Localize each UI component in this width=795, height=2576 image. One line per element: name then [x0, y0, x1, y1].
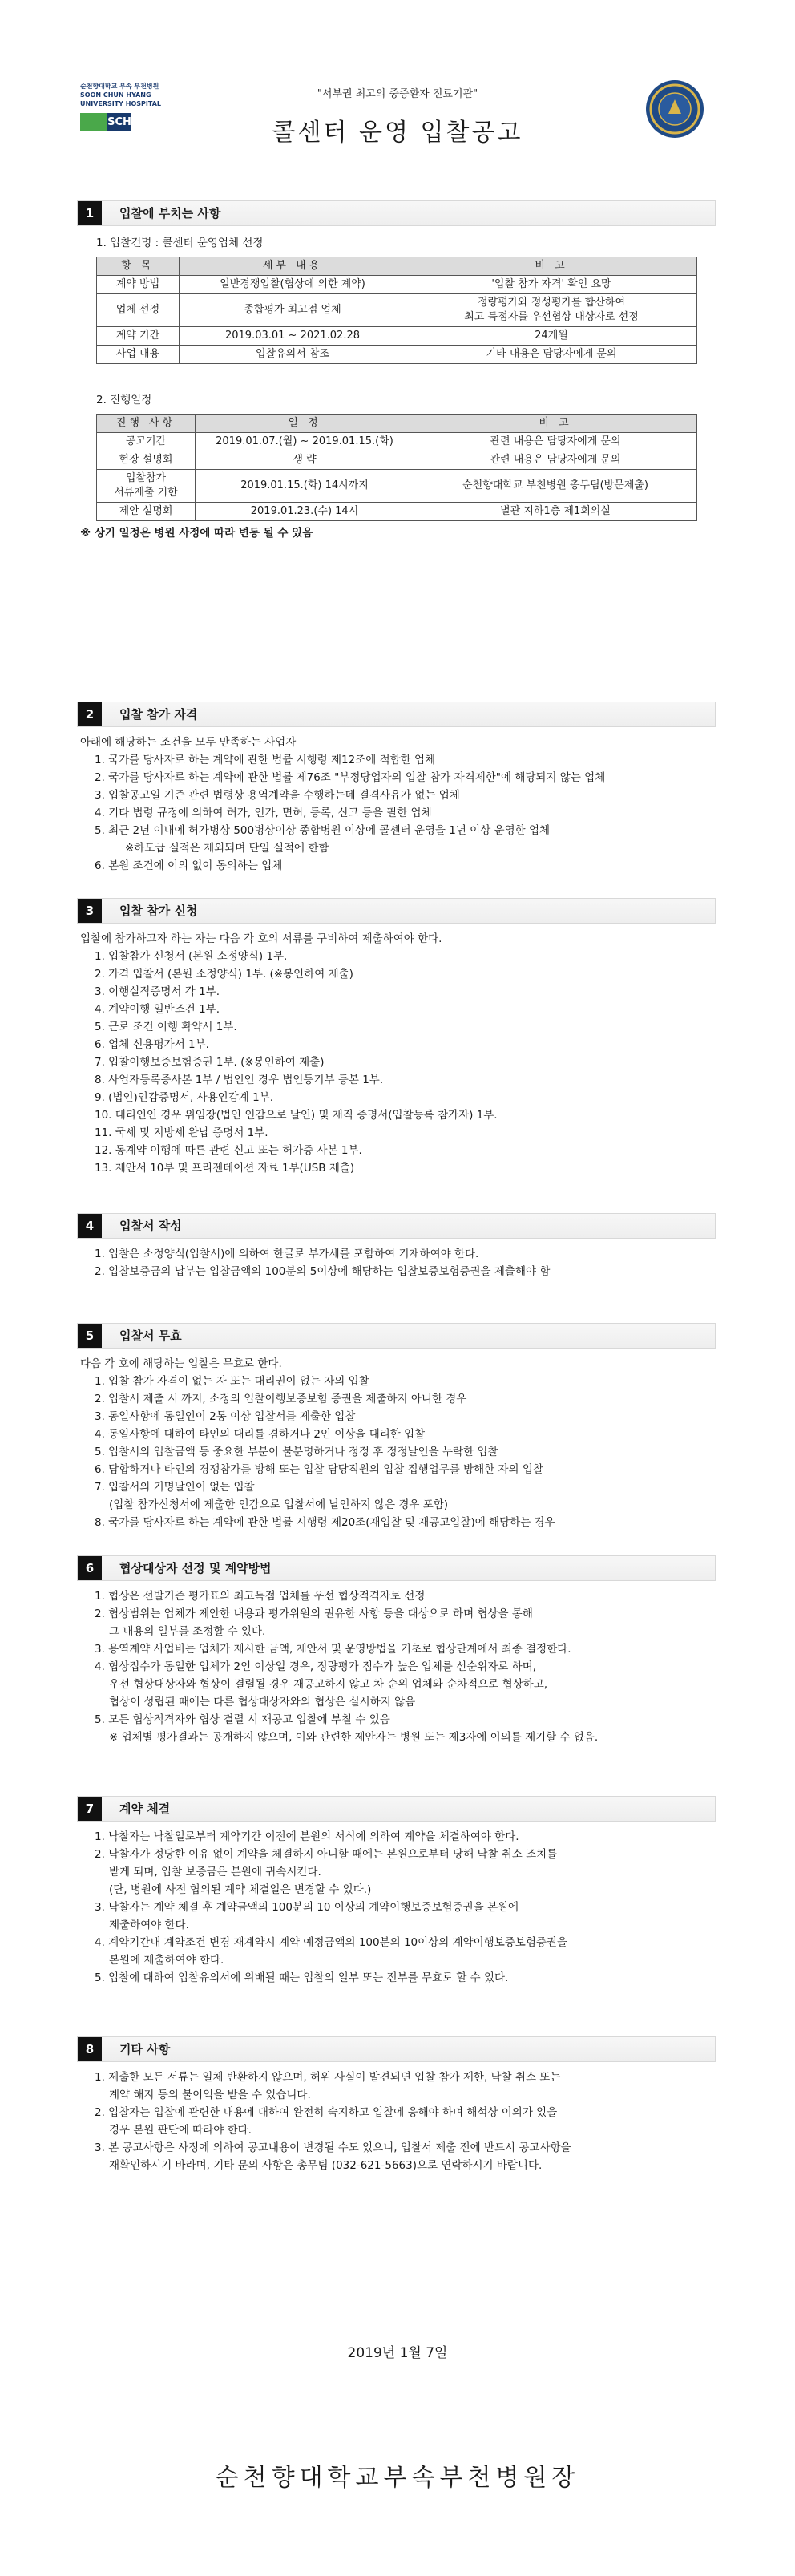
list-item: 3. 용역계약 사업비는 업체가 제시한 금액, 제안서 및 운영방법을 기초로 협상단계에서 최종 결정한다. [95, 1643, 571, 1656]
section-header [77, 1796, 716, 1822]
list-item-continuation: 제출하여야 한다. [109, 1919, 189, 1931]
list-item-continuation: (단, 병원에 사전 협의된 계약 체결일은 변경할 수 있다.) [109, 1883, 372, 1896]
section-title: 입찰 참가 신청 [119, 904, 198, 918]
section-number: 5 [78, 1324, 102, 1348]
list-item-continuation: 계약 해지 등의 불이익을 받을 수 있습니다. [109, 2089, 311, 2101]
table-cell: 업체 선정 [97, 294, 180, 327]
section-number: 8 [78, 2037, 102, 2061]
list-item: 9. (법인)인감증명서, 사용인감계 1부. [95, 1091, 273, 1104]
list-item-continuation: 그 내용의 일부를 조정할 수 있다. [109, 1625, 266, 1638]
list-item: 4. 동일사항에 대하여 타인의 대리를 겸하거나 2인 이상을 대리한 입찰 [95, 1428, 426, 1441]
list-item: 6. 본원 조건에 이의 없이 동의하는 업체 [95, 859, 283, 872]
list-item-note: ※ 업체별 평가결과는 공개하지 않으며, 이와 관련한 제안자는 병원 또는 제3자에 이의를 제기할 수 없음. [109, 1731, 599, 1744]
list-item: 4. 협상접수가 동일한 업체가 2인 이상일 경우, 정량평가 점수가 높은 업체를 선순위자로 하며, [95, 1660, 537, 1673]
misc-list [80, 2068, 713, 2174]
section-title: 협상대상자 선정 및 계약방법 [119, 1561, 272, 1575]
table-cell: 입찰참가 서류제출 기한 [97, 470, 196, 503]
logo-text-english-1: SOON CHUN HYANG [80, 91, 151, 99]
list-item: 1. 협상은 선발기준 평가표의 최고득점 업체를 우선 협상적격자로 선정 [95, 1590, 426, 1603]
section-title: 입찰에 부치는 사항 [119, 206, 221, 220]
table-row [97, 451, 697, 470]
list-item: 5. 입찰서의 입찰금액 등 중요한 부분이 불분명하거나 정정 후 정정날인을 누락한 입찰 [95, 1446, 498, 1458]
section-number: 6 [78, 1556, 102, 1580]
list-item-continuation: 본원에 제출하여야 한다. [109, 1954, 224, 1967]
table-cell: 제안 설명회 [97, 503, 196, 521]
list-item-continuation: 재확인하시기 바라며, 기타 문의 사항은 총무팀 (032-621-5663)으로 연락하시기 바랍니다. [109, 2159, 543, 2172]
section-number: 7 [78, 1797, 102, 1821]
bid-name: 1. 입찰건명 : 콜센터 운영업체 선정 [96, 237, 264, 249]
list-item: 5. 입찰에 대하여 입찰유의서에 위배될 때는 입찰의 일부 또는 전부를 무효로 할 수 있다. [95, 1971, 509, 1984]
list-item: 5. 근로 조건 이행 확약서 1부. [95, 1021, 237, 1033]
section-number: 1 [78, 201, 102, 225]
list-item: 1. 제출한 모든 서류는 일체 반환하지 않으며, 허위 사실이 발견되면 입찰 참가 제한, 낙찰 취소 또는 [95, 2071, 561, 2084]
column-header: 비 고 [414, 415, 697, 433]
table-row [97, 470, 697, 503]
section-3 [80, 898, 713, 1177]
table-cell: '입찰 참가 자격' 확인 요망 [406, 276, 697, 294]
sch-mark-text: SCH [107, 113, 131, 131]
list-item: 13. 제안서 10부 및 프리젠테이션 자료 1부(USB 제출) [95, 1162, 355, 1175]
list-item: 12. 동계약 이행에 따른 관련 신고 또는 허가증 사본 1부. [95, 1144, 362, 1157]
section-header [77, 1555, 716, 1581]
table-header-row [97, 257, 697, 276]
table-row [97, 433, 697, 451]
section-title: 기타 사항 [119, 2042, 171, 2056]
list-item: 5. 최근 2년 이내에 허가병상 500병상이상 종합병원 이상에 콜센터 운영을 1년 이상 운영한 업체 [95, 824, 551, 837]
section-header [77, 898, 716, 924]
section-header [77, 2036, 716, 2062]
section-header [77, 200, 716, 226]
table-cell: 입찰유의서 참조 [180, 346, 406, 364]
table-cell: 2019.01.15.(화) 14시까지 [196, 470, 414, 503]
list-item: 4. 기타 법령 규정에 의하여 허가, 인가, 면허, 등록, 신고 등을 필한 업체 [95, 807, 432, 819]
bid-writing-list [80, 1245, 713, 1280]
section-number: 2 [78, 702, 102, 726]
table-cell: 계약 방법 [97, 276, 180, 294]
notice-date: 2019년 1월 7일 [347, 2345, 448, 2361]
contract-list [80, 1828, 713, 1987]
list-item-continuation: 경우 본원 판단에 따라야 한다. [109, 2124, 252, 2137]
schedule-note: ※ 상기 일정은 병원 사정에 따라 변동 될 수 있음 [80, 527, 313, 540]
table-cell: 별관 지하1층 제1회의실 [414, 503, 697, 521]
column-header: 비 고 [406, 257, 697, 276]
motto: "서부권 최고의 중증환자 진료기관" [317, 88, 478, 100]
section-intro: 입찰에 참가하고자 하는 자는 다음 각 호의 서류를 구비하여 제출하여야 한다. [80, 932, 442, 945]
list-item: 1. 입찰참가 신청서 (본원 소정양식) 1부. [95, 950, 288, 963]
list-item: 2. 국가를 당사자로 하는 계약에 관한 법률 제76조 "부정당업자의 입찰 참가 자격제한"에 해당되지 않는 업체 [95, 771, 606, 784]
section-intro: 아래에 해당하는 조건을 모두 만족하는 사업자 [80, 736, 297, 749]
table-row [97, 327, 697, 346]
application-docs-list [80, 948, 713, 1177]
schedule-heading: 2. 진행일정 [96, 394, 152, 406]
logo-text-korean: 순천향대학교 부속 부천병원 [80, 83, 159, 90]
list-item: 11. 국세 및 지방세 완납 증명서 1부. [95, 1126, 268, 1139]
table-row [97, 276, 697, 294]
section-header [77, 1323, 716, 1349]
section-6 [80, 1555, 713, 1746]
schedule-table [96, 414, 697, 521]
table-cell: 관련 내용은 담당자에게 문의 [414, 451, 697, 470]
table-cell: 관련 내용은 담당자에게 문의 [414, 433, 697, 451]
section-intro: 다음 각 호에 해당하는 입찰은 무효로 한다. [80, 1357, 282, 1370]
table-header-row [97, 415, 697, 433]
table-cell: 일반경쟁입찰(협상에 의한 계약) [180, 276, 406, 294]
document-header [0, 47, 795, 167]
list-item: 3. 입찰공고일 기준 관련 법령상 용역계약을 수행하는데 결격사유가 없는 업체 [95, 789, 460, 802]
logo-text-english-2: UNIVERSITY HOSPITAL [80, 100, 161, 107]
list-item: 1. 입찰 참가 자격이 없는 자 또는 대리권이 없는 자의 입찰 [95, 1375, 369, 1388]
list-item-continuation: 협상이 성립된 때에는 다른 협상대상자와의 협상은 실시하지 않음 [109, 1696, 416, 1709]
section-2 [80, 702, 713, 875]
list-item: 2. 가격 입찰서 (본원 소정양식) 1부. (※봉인하여 제출) [95, 968, 353, 981]
list-item: 2. 입찰보증금의 납부는 입찰금액의 100분의 5이상에 해당하는 입찰보증보험증권을 제출해야 함 [95, 1265, 551, 1278]
column-header: 항 목 [97, 257, 180, 276]
table-cell: 2019.01.23.(수) 14시 [196, 503, 414, 521]
table-cell: 24개월 [406, 327, 697, 346]
section-title: 입찰서 무효 [119, 1328, 182, 1343]
section-4 [80, 1213, 713, 1280]
section-header [77, 1213, 716, 1239]
list-item-note: (입찰 참가신청서에 제출한 인감으로 입찰서에 날인하지 않은 경우 포함) [109, 1498, 449, 1511]
table-cell: 종합평가 최고점 업체 [180, 294, 406, 327]
invalid-bid-list [80, 1373, 713, 1531]
section-title: 입찰 참가 자격 [119, 707, 198, 722]
list-item-note: ※하도급 실적은 제외되며 단일 실적에 한함 [125, 842, 329, 855]
section-number: 4 [78, 1214, 102, 1238]
list-item: 4. 계약기간내 계약조건 변경 재계약시 계약 예정금액의 100분의 10이상의 계약이행보증보험증권을 [95, 1936, 568, 1949]
list-item: 3. 낙찰자는 계약 체결 후 계약금액의 100분의 10 이상의 계약이행보증보험증권을 본원에 [95, 1901, 519, 1914]
table-row [97, 503, 697, 521]
table-cell: 2019.03.01 ~ 2021.02.28 [180, 327, 406, 346]
list-item-continuation: 우선 협상대상자와 협상이 결렬될 경우 재공고하지 않고 차 순위 업체와 순차적으로 협상하고, [109, 1678, 548, 1691]
table-cell: 현장 설명회 [97, 451, 196, 470]
table-cell: 생 략 [196, 451, 414, 470]
list-item: 2. 협상범위는 업체가 제안한 내용과 평가위원의 권유한 사항 등을 대상으로 하며 협상을 통해 [95, 1607, 533, 1620]
column-header: 세부 내용 [180, 257, 406, 276]
section-1 [80, 200, 713, 542]
list-item: 4. 계약이행 일반조건 1부. [95, 1003, 220, 1016]
page-title: 콜센터 운영 입찰공고 [272, 119, 523, 147]
section-7 [80, 1796, 713, 1987]
section-title: 계약 체결 [119, 1802, 171, 1816]
table-cell: 사업 내용 [97, 346, 180, 364]
list-item: 2. 입찰서 제출 시 까지, 소정의 입찰이행보증보험 증권을 제출하지 아니한 경우 [95, 1393, 467, 1405]
section-header [77, 702, 716, 727]
list-item: 3. 이행실적증명서 각 1부. [95, 985, 220, 998]
list-item: 7. 입찰이행보증보험증권 1부. (※봉인하여 제출) [95, 1056, 325, 1069]
signer-name: 순천향대학교부속부천병원장 [215, 2464, 580, 2492]
hospital-seal-icon [644, 79, 705, 140]
list-item: 1. 국가를 당사자로 하는 계약에 관한 법률 시행령 제12조에 적합한 업체 [95, 754, 436, 766]
table-row [97, 346, 697, 364]
bid-items-table [96, 257, 697, 364]
table-cell: 계약 기간 [97, 327, 180, 346]
list-item: 1. 낙찰자는 낙찰일로부터 계약기간 이전에 본원의 서식에 의하여 계약을 체결하여야 한다. [95, 1830, 519, 1843]
list-item-continuation: 받게 되며, 입찰 보증금은 본원에 귀속시킨다. [109, 1866, 321, 1878]
list-item: 10. 대리인인 경우 위임장(법인 인감으로 날인) 및 재직 증명서(입찰등록 참가자) 1부. [95, 1109, 498, 1122]
list-item: 2. 낙찰자가 정당한 이유 없이 계약을 체결하지 아니할 때에는 본원으로부터 당해 낙찰 취소 조치를 [95, 1848, 558, 1861]
section-8 [80, 2036, 713, 2174]
section-title: 입찰서 작성 [119, 1219, 182, 1233]
list-item: 7. 입찰서의 기명날인이 없는 입찰 [95, 1481, 255, 1494]
list-item: 3. 본 공고사항은 사정에 의하여 공고내용이 변경될 수도 있으니, 입찰서 제출 전에 반드시 공고사항을 [95, 2141, 571, 2154]
list-item: 6. 업체 신용평가서 1부. [95, 1038, 209, 1051]
table-row [97, 294, 697, 327]
list-item: 8. 국가를 당사자로 하는 계약에 관한 법률 시행령 제20조(재입찰 및 재공고입찰)에 해당하는 경우 [95, 1516, 555, 1529]
column-header: 일 정 [196, 415, 414, 433]
list-item: 3. 동일사항에 동일인이 2통 이상 입찰서를 제출한 입찰 [95, 1410, 356, 1423]
section-number: 3 [78, 899, 102, 923]
column-header: 진행 사항 [97, 415, 196, 433]
list-item: 6. 담합하거나 타인의 경쟁참가를 방해 또는 입찰 담당직원의 입찰 집행업무를 방해한 자의 입찰 [95, 1463, 543, 1476]
negotiation-list [80, 1587, 713, 1746]
table-cell: 공고기간 [97, 433, 196, 451]
list-item: 1. 입찰은 소정양식(입찰서)에 의하여 한글로 부가세를 포함하여 기재하여야 한다. [95, 1248, 479, 1260]
list-item: 5. 모든 협상적격자와 협상 결렬 시 재공고 입찰에 부칠 수 있음 [95, 1713, 390, 1726]
table-cell: 2019.01.07.(월) ~ 2019.01.15.(화) [196, 433, 414, 451]
table-cell: 기타 내용은 담당자에게 문의 [406, 346, 697, 364]
section-5 [80, 1323, 713, 1531]
table-cell: 순천향대학교 부천병원 총무팀(방문제출) [414, 470, 697, 503]
table-cell: 정량평가와 정성평가를 합산하여 최고 득점자를 우선협상 대상자로 선정 [406, 294, 697, 327]
list-item: 2. 입찰자는 입찰에 관련한 내용에 대하여 완전히 숙지하고 입찰에 응해야 하며 해석상 이의가 있을 [95, 2106, 558, 2119]
list-item: 8. 사업자등록증사본 1부 / 법인인 경우 법인등기부 등본 1부. [95, 1074, 384, 1086]
qualification-list [80, 751, 713, 875]
